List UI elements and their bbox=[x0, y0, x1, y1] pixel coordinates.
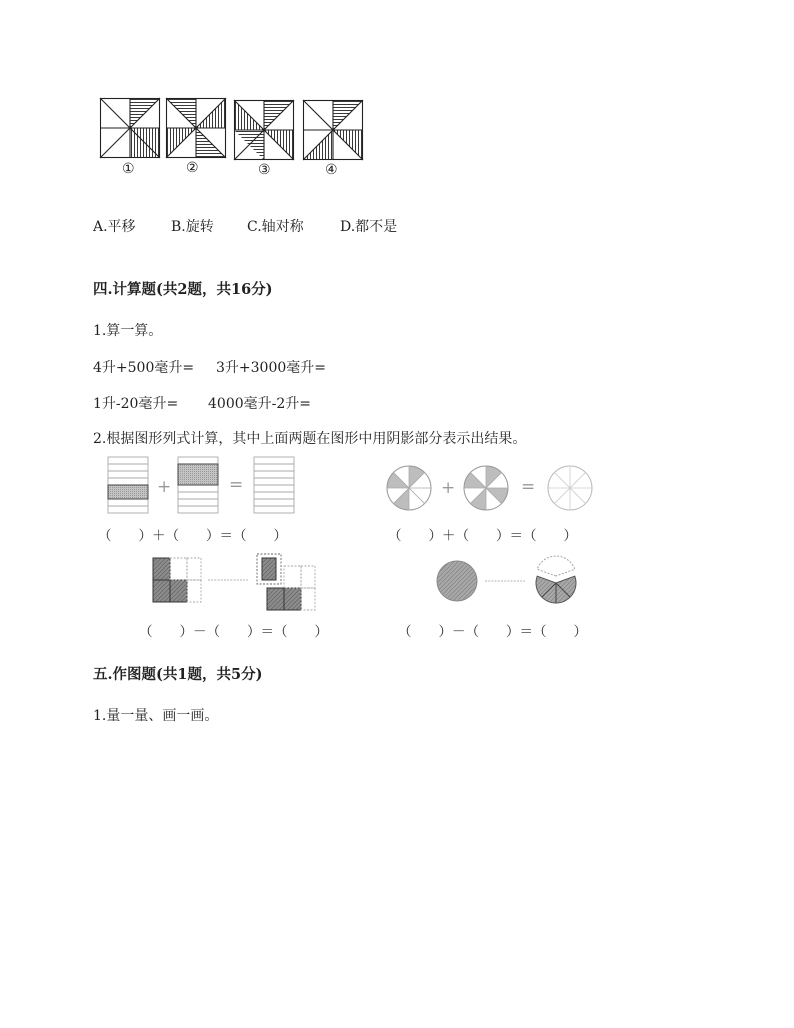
pinwheel-figure-1 bbox=[100, 98, 160, 158]
circle-add-figure bbox=[385, 464, 615, 514]
square-subtract-figure bbox=[150, 552, 320, 614]
pinwheel-figure-4 bbox=[303, 100, 363, 160]
expr-3: 1升-20毫升= bbox=[93, 396, 179, 412]
q2-prompt: 2.根据图形列式计算，其中上面两题在图形中用阴影部分表示出结果。 bbox=[93, 431, 527, 447]
blanks-row1-right[interactable]: （ ）＋（ ）＝（ ） bbox=[388, 528, 577, 544]
s5-q1-prompt: 1.量一量、画一画。 bbox=[93, 708, 219, 724]
choice-c[interactable]: C.轴对称 bbox=[247, 219, 304, 235]
expr-1: 4升+500毫升= bbox=[93, 360, 195, 376]
circle-plus-sign: + bbox=[441, 478, 456, 498]
figure-label-1: ① bbox=[122, 161, 135, 177]
rect-plus-sign: + bbox=[157, 477, 172, 497]
blanks-row2-right[interactable]: （ ）－（ ）＝（ ） bbox=[398, 624, 587, 640]
choice-b[interactable]: B.旋转 bbox=[171, 219, 214, 235]
expr-2: 3升+3000毫升= bbox=[216, 360, 326, 376]
figure-label-3: ③ bbox=[258, 162, 271, 178]
figure-label-4: ④ bbox=[325, 162, 338, 178]
section5-title: 五.作图题(共1题，共5分) bbox=[93, 666, 263, 683]
blanks-row1-left[interactable]: （ ）＋（ ）＝（ ） bbox=[98, 528, 287, 544]
section4-title: 四.计算题(共2题，共16分) bbox=[93, 281, 273, 298]
circle-subtract-figure bbox=[433, 557, 603, 607]
rect-equals-sign: = bbox=[229, 475, 244, 495]
expr-4: 4000毫升-2升= bbox=[208, 396, 311, 412]
blanks-row2-left[interactable]: （ ）－（ ）＝（ ） bbox=[139, 624, 328, 640]
pinwheel-figure-3 bbox=[234, 100, 294, 160]
choice-a[interactable]: A.平移 bbox=[93, 219, 136, 235]
q1-prompt: 1.算一算。 bbox=[93, 323, 163, 339]
pinwheel-figure-2 bbox=[166, 98, 226, 158]
choice-d[interactable]: D.都不是 bbox=[340, 219, 398, 235]
figure-label-2: ② bbox=[186, 160, 199, 176]
rect-add-figure bbox=[106, 455, 306, 517]
circle-equals-sign: = bbox=[521, 477, 536, 497]
